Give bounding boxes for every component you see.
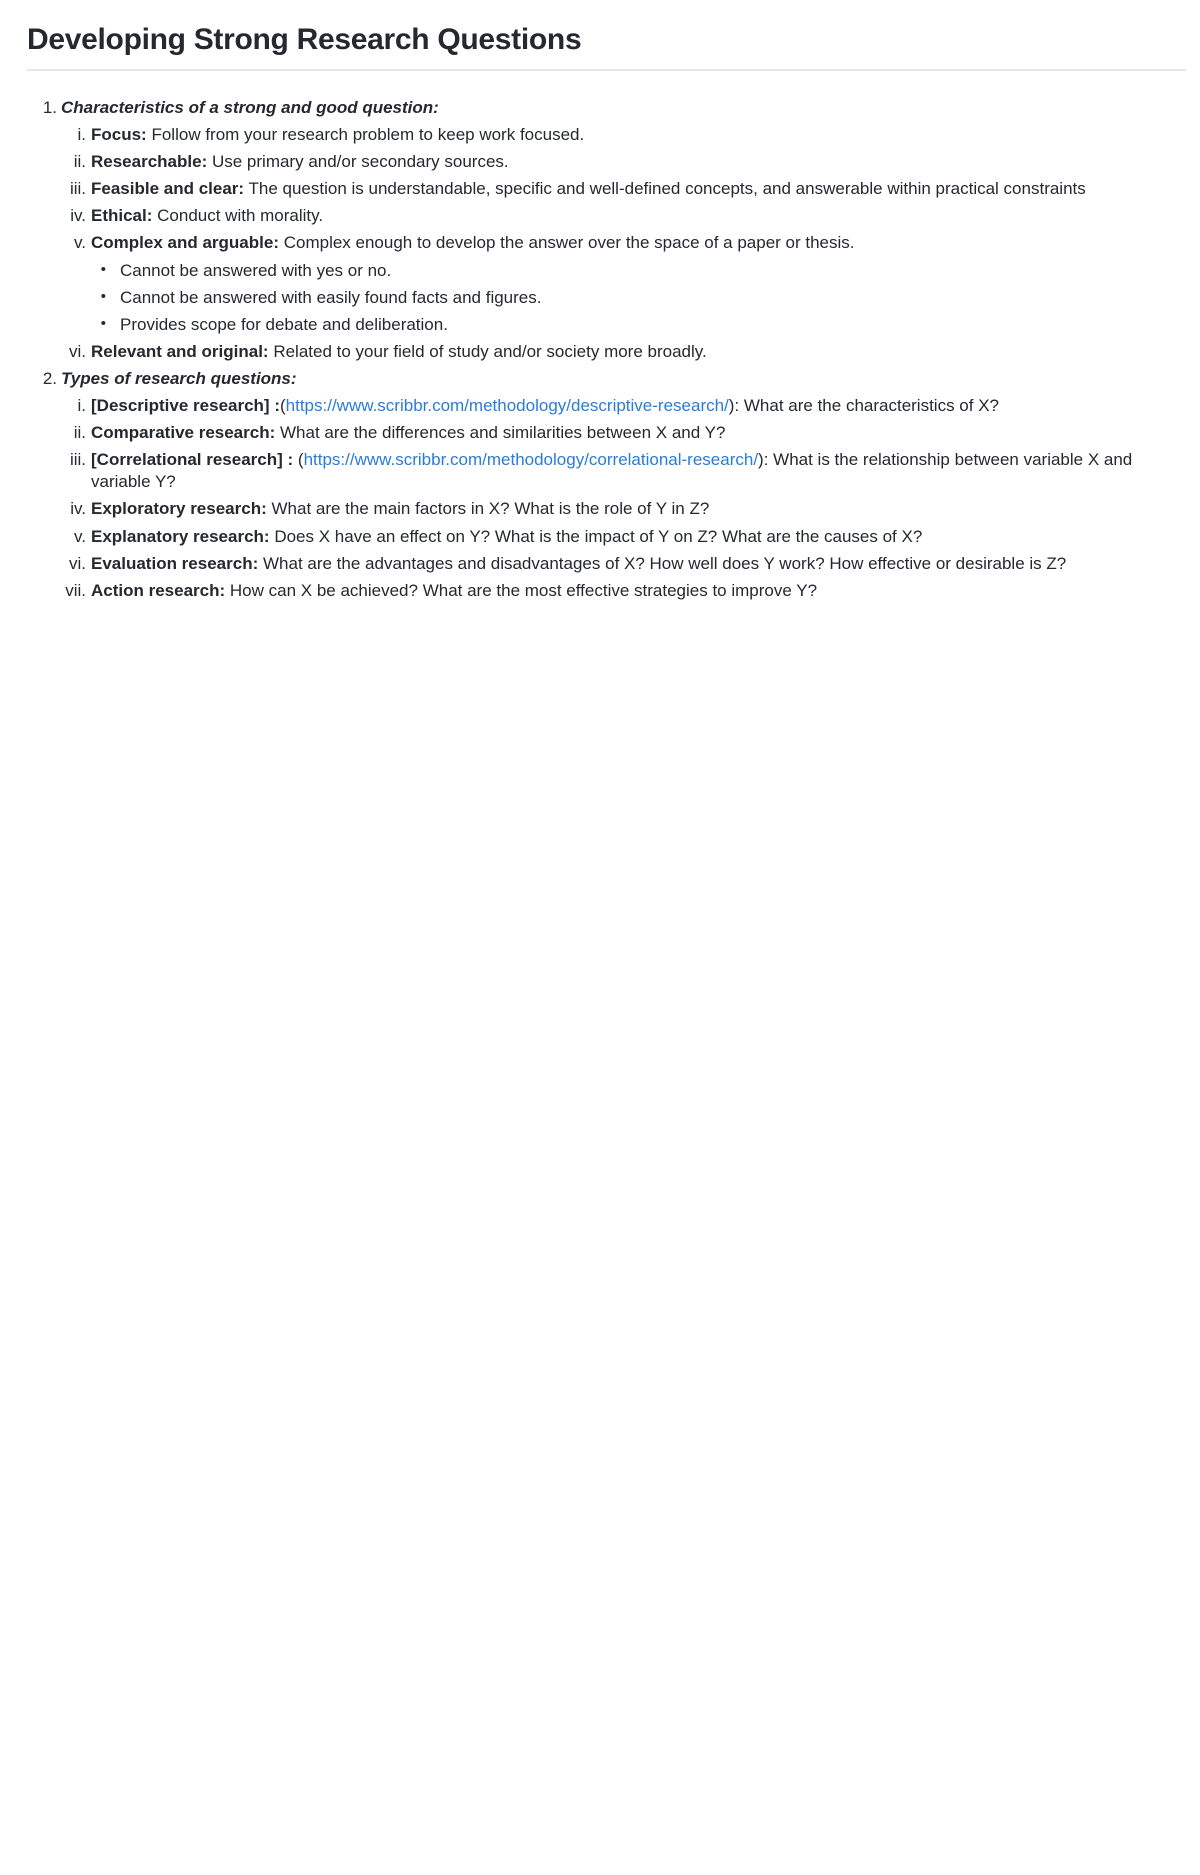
section-1-heading — [27, 97, 1186, 119]
item-label: [Descriptive research] : — [91, 396, 280, 416]
list-item-focus — [27, 124, 1186, 146]
list-item-complex — [27, 232, 1186, 254]
section-number: 2. — [42, 368, 57, 388]
item-numeral: ii. — [73, 152, 86, 172]
item-numeral: iii. — [69, 179, 86, 199]
bullet-item — [27, 287, 1186, 309]
list-item-comparative — [27, 422, 1186, 444]
section-2-heading — [27, 368, 1186, 390]
document-body — [27, 97, 1186, 602]
bullet-icon: • — [100, 314, 106, 332]
item-label: Complex and arguable: — [91, 233, 279, 253]
section-1-items — [27, 124, 1186, 363]
item-numeral: ii. — [73, 423, 86, 443]
item-label: Evaluation research: — [91, 553, 259, 573]
item-text: What are the characteristics of X? — [743, 396, 999, 416]
item-numeral: iii. — [69, 450, 86, 470]
item-label: Feasible and clear: — [91, 179, 245, 199]
item-text: The question is understandable, specific and well-defined concepts, and answerable within practical constraints — [248, 179, 1086, 199]
item-numeral: iv. — [70, 499, 86, 519]
item-label: Relevant and original: — [91, 341, 269, 361]
item-label: [Correlational research] : — [91, 450, 294, 470]
item-numeral: vi. — [69, 341, 86, 361]
list-item-descriptive — [27, 395, 1186, 417]
link-suffix: ): — [758, 450, 774, 470]
item-label: Comparative research: — [91, 423, 276, 443]
list-item-correlational — [27, 449, 1186, 493]
list-item-action — [27, 580, 1186, 602]
item-text: How can X be achieved? What are the most effective strategies to improve Y? — [229, 580, 818, 600]
list-item-evaluation — [27, 553, 1186, 575]
bullet-text: Cannot be answered with easily found facts and figures. — [120, 287, 542, 307]
item-text: Does X have an effect on Y? What is the impact of Y on Z? What are the causes of X? — [274, 526, 923, 546]
item-text: Conduct with morality. — [157, 206, 324, 226]
correlational-research-link[interactable]: https://www.scribbr.com/methodology/correlational-research/ — [303, 450, 759, 470]
section-heading-text: Types of research questions: — [61, 368, 297, 388]
item-label: Researchable: — [91, 152, 208, 172]
item-numeral: iv. — [70, 206, 86, 226]
item-text: Use primary and/or secondary sources. — [211, 152, 509, 172]
item-label: Exploratory research: — [91, 499, 267, 519]
item-label: Focus: — [91, 125, 147, 145]
link-prefix: ( — [293, 450, 304, 470]
section-2-items — [27, 395, 1186, 602]
bullet-icon: • — [100, 260, 106, 278]
item-numeral: i. — [77, 396, 86, 416]
item-label: Explanatory research: — [91, 526, 270, 546]
bullet-icon: • — [100, 287, 106, 305]
item-label: Action research: — [91, 580, 226, 600]
item-text: What are the main factors in X? What is the role of Y in Z? — [271, 499, 710, 519]
item-numeral: v. — [74, 526, 86, 546]
section-heading-text: Characteristics of a strong and good question: — [61, 98, 439, 117]
item-label: Ethical: — [91, 206, 153, 226]
list-item-relevant — [27, 341, 1186, 363]
list-item-ethical — [27, 205, 1186, 227]
item-text: Related to your field of study and/or society more broadly. — [273, 341, 707, 361]
list-item-exploratory — [27, 498, 1186, 520]
item-numeral: v. — [74, 233, 86, 253]
item-text: What are the differences and similarities between X and Y? — [280, 423, 726, 443]
bullet-text: Cannot be answered with yes or no. — [120, 260, 392, 280]
item-numeral: vi. — [69, 553, 86, 573]
item-text: Follow from your research problem to keep work focused. — [151, 125, 585, 145]
bullet-item — [27, 314, 1186, 336]
item-numeral: i. — [77, 125, 86, 145]
bullet-item — [27, 260, 1186, 282]
list-item-explanatory — [27, 526, 1186, 548]
link-prefix: ( — [279, 396, 286, 416]
list-item-researchable — [27, 151, 1186, 173]
section-number: 1. — [42, 98, 57, 117]
page-title: Developing Strong Research Questions — [27, 20, 1186, 71]
bullet-text: Provides scope for debate and deliberation. — [120, 314, 448, 334]
item-numeral: vii. — [65, 580, 86, 600]
link-suffix: ): — [728, 396, 744, 416]
list-item-feasible — [27, 178, 1186, 200]
item-text: What is the relationship between variable X and variable Y? — [91, 450, 1133, 492]
descriptive-research-link[interactable]: https://www.scribbr.com/methodology/descriptive-research/ — [285, 396, 729, 416]
item-text: What are the advantages and disadvantages of X? How well does Y work? How effective or desirable is Z? — [262, 553, 1067, 573]
item-text: Complex enough to develop the answer over the space of a paper or thesis. — [283, 233, 855, 253]
